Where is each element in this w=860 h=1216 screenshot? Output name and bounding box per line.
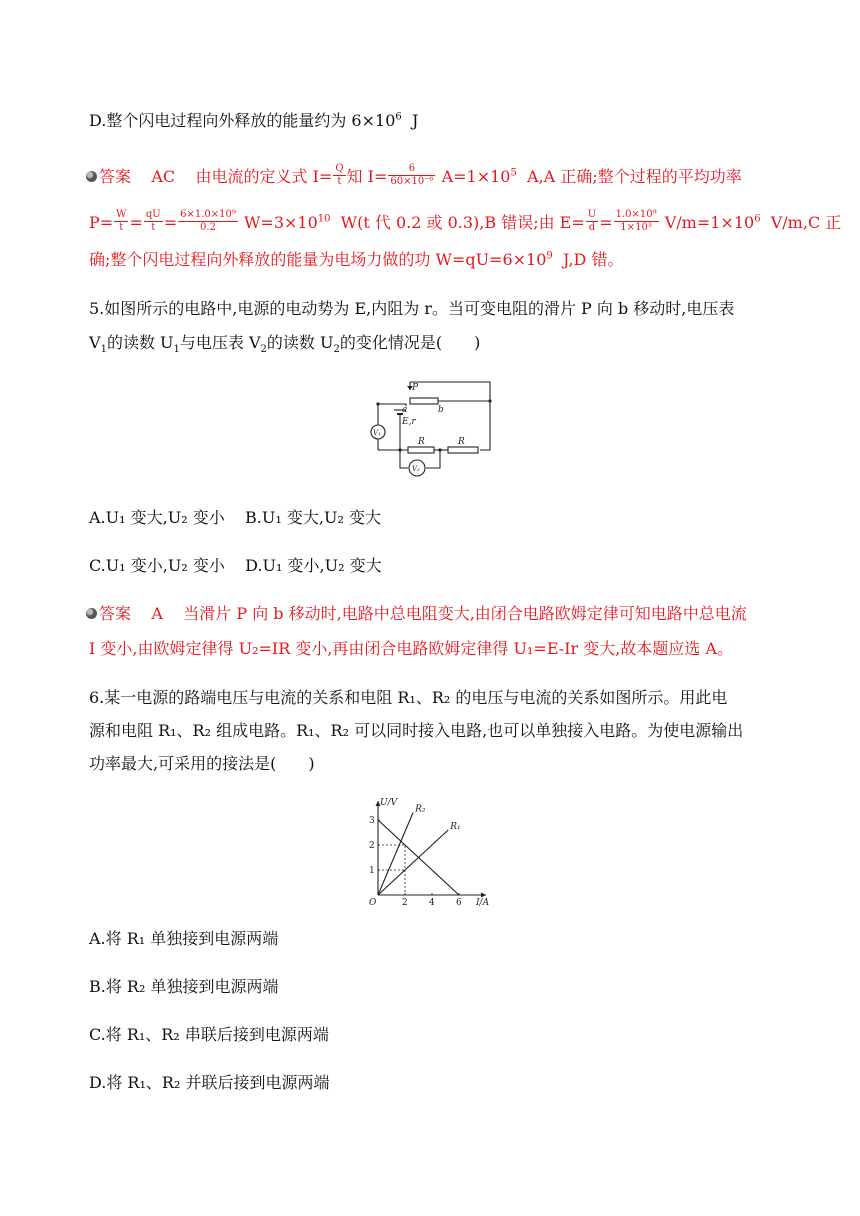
- series-r2-line: [378, 830, 448, 895]
- question-5-line2: $V_1$的读数 $U_1$与电压表 $V_2$的读数 $U_2$的变化情况是( ): [89, 333, 481, 356]
- fraction-power: $\frac{\text{6×1.0×10⁹}}{0.2}$: [180, 209, 236, 233]
- label-p: P: [412, 383, 419, 393]
- q5-option-c[interactable]: C.U₁ 变小,U₂ 变小: [89, 556, 225, 575]
- question-6-line2: 源和电阻 R₁、R₂ 组成电路。R₁、R₂ 可以同时接入电路,也可以单独接入电路。为使电源输出: [89, 721, 744, 740]
- q6-option-d[interactable]: D.将 R₁、R₂ 并联后接到电源两端: [89, 1073, 330, 1092]
- label-r2: R: [458, 437, 465, 447]
- answer-5-line2: I 变小,由欧姆定律得 U₂=IR 变小,再由闭合电路欧姆定律得 U₁=E-Ir 变大,故本题应选 A。: [89, 639, 733, 658]
- q6-option-a[interactable]: A.将 R₁ 单独接到电源两端: [89, 929, 279, 948]
- label-v2: V₂: [412, 465, 420, 473]
- q5-options-row2: [89, 556, 382, 576]
- question-5-line1: 5.如图所示的电路中,电源的电动势为 E,内阻为 r。当可变电阻的滑片 P 向 b 移动时,电压表: [89, 299, 735, 318]
- fraction-u-d: $\frac{U}{d}$: [587, 209, 597, 233]
- y-tick-label: 2: [369, 841, 375, 851]
- question-6-line3: 功率最大,可采用的接法是( ): [89, 754, 315, 773]
- x-axis-arrow: [481, 893, 486, 898]
- x-axis-label: I/A: [476, 898, 490, 907]
- answer-5-line1: 答案 A 当滑片 P 向 b 移动时,电路中总电阻变大,由闭合电路欧姆定律可知电路中总电流: [86, 604, 747, 624]
- y-axis-label: U/V: [380, 798, 398, 808]
- x-tick-label: 6: [456, 898, 462, 907]
- x-tick-label: 4: [429, 898, 435, 907]
- label-b: b: [438, 405, 444, 415]
- q5-option-b[interactable]: B.U₁ 变大,U₂ 变大: [245, 508, 381, 527]
- q6-option-b[interactable]: B.将 R₂ 单独接到电源两端: [89, 977, 279, 996]
- answer-4-line2: P= $\frac{W}{t}$ = $\frac{qU}{t}$ = $\frac{\text{6×1.0×10⁹}}{0.2}$ $W=3\times 10^{10}$ W(t 代 0.2 或 0.3),B 错误;由 E= $\frac{U}{d}$ = $\frac{\text{1.0×10⁹}}{\text{1×10³}}$ $V/m=1\times 10^6$ V/m,C 正: [89, 209, 842, 233]
- answer-icon: [86, 171, 97, 182]
- x-tick-label: 2: [402, 898, 408, 907]
- option-d-prev: D.整个闪电过程向外释放的能量约为 $6\times 10^6$ J: [89, 111, 419, 130]
- fraction-w-t: $\frac{W}{t}$: [116, 209, 127, 233]
- q5-option-a[interactable]: A.U₁ 变大,U₂ 变小: [89, 508, 225, 527]
- label-v1: V₁: [373, 429, 381, 437]
- answer-icon: [86, 608, 97, 619]
- q5-option-d[interactable]: D.U₁ 变小,U₂ 变大: [245, 556, 382, 575]
- series-label-1: R₂: [415, 804, 426, 815]
- series-label-2: R₁: [450, 822, 461, 832]
- label-a: a: [402, 405, 408, 415]
- question-6-line1: 6.某一电源的路端电压与电流的关系和电阻 R₁、R₂ 的电压与电流的关系如图所示。用此电: [89, 688, 728, 707]
- y-tick-label: 3: [369, 816, 375, 826]
- label-er: E,r: [402, 417, 416, 427]
- fraction-field: $\frac{\text{1.0×10⁹}}{\text{1×10³}}$: [615, 209, 657, 233]
- answer-4-line1: 答案 AC 由电流的定义式 I= $\frac{Q}{t}$ 知 I= $\frac{6}{\text{60×10⁻⁶}}$ $A=1\times 10^5$ A,A 正确;整个过程的平均功率: [86, 165, 742, 190]
- label-r1: R: [418, 437, 425, 447]
- fraction-q-t: $\frac{Q}{t}$: [335, 163, 344, 187]
- q5-options-row1: [89, 508, 381, 528]
- fraction-current: $\frac{6}{\text{60×10⁻⁶}}$: [390, 163, 434, 187]
- answer-4-line3: 确;整个闪电过程向外释放的能量为电场力做的功 $W=qU=6\times 10^9$ J,D 错。: [89, 250, 624, 269]
- fraction-qu-t: $\frac{qU}{t}$: [145, 209, 161, 233]
- q6-option-c[interactable]: C.将 R₁、R₂ 串联后接到电源两端: [89, 1025, 329, 1044]
- y-tick-label: 1: [369, 866, 375, 876]
- origin-label: O: [369, 898, 377, 907]
- u-i-chart: [364, 795, 496, 907]
- circuit-diagram: [366, 378, 494, 486]
